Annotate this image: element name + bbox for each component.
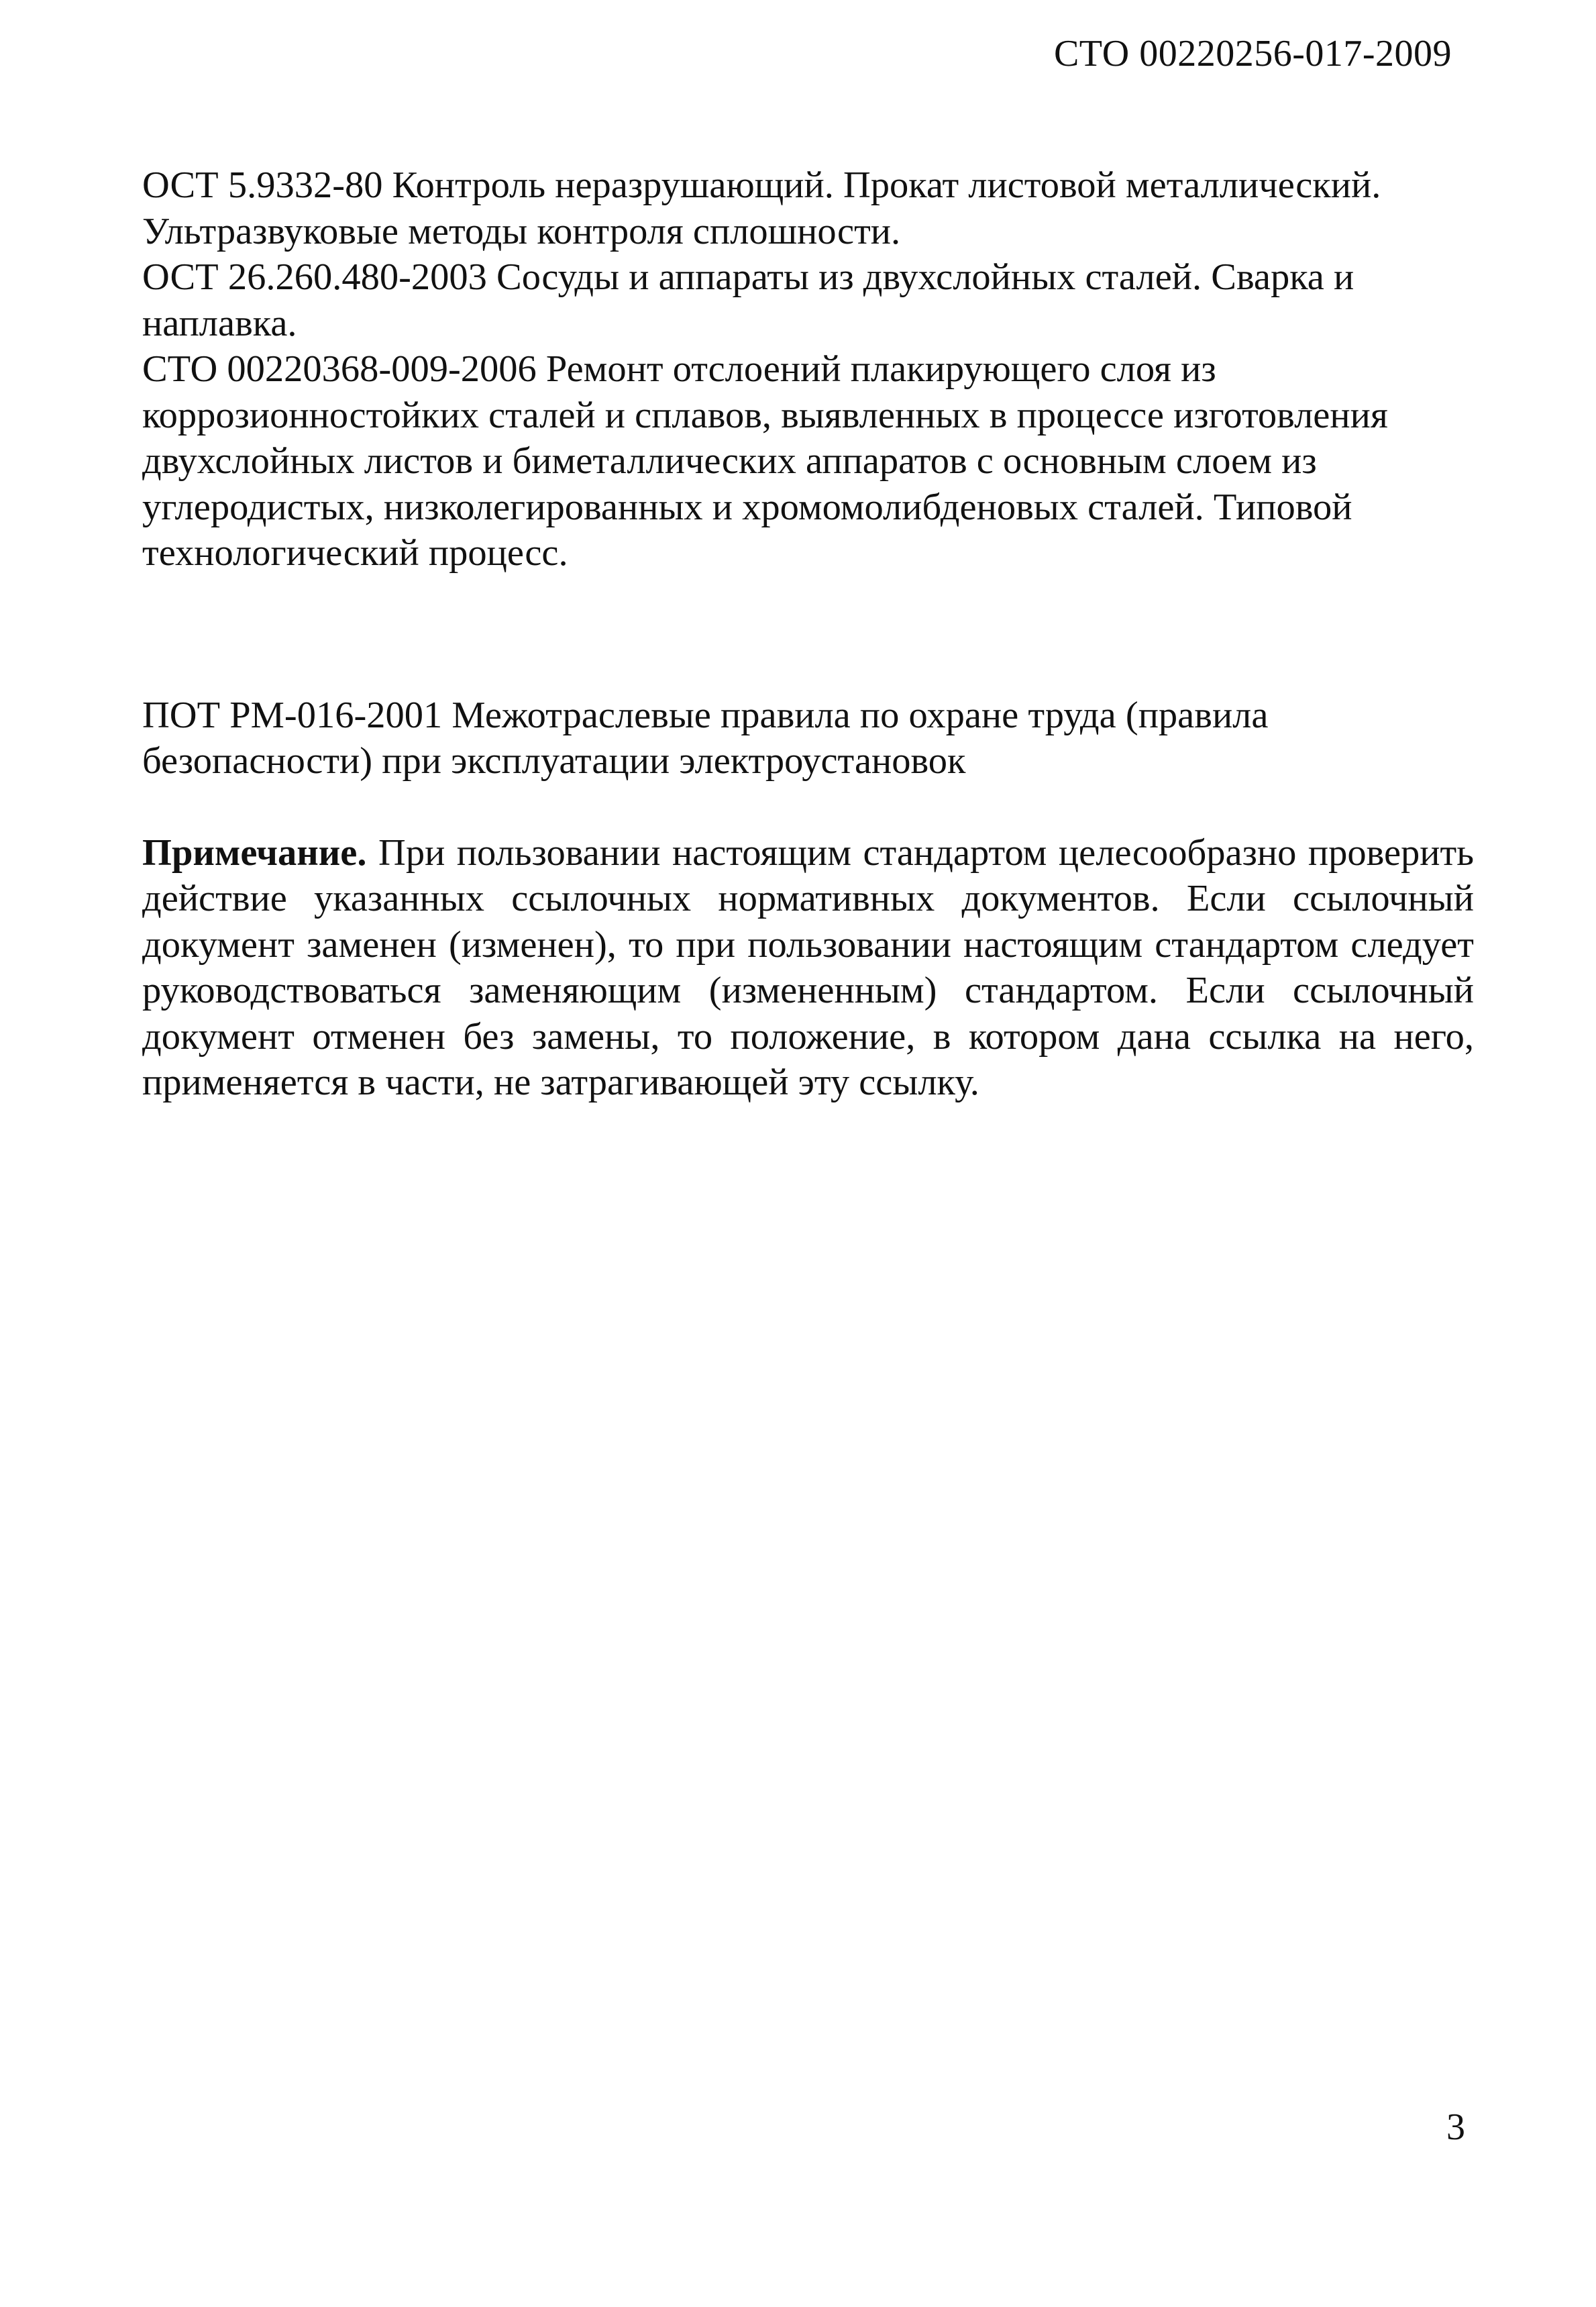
page-content [142,162,1474,1106]
note-paragraph [142,830,1474,1106]
page-number: 3 [1446,2106,1465,2148]
reference-item-ost-26-260-480: ОСТ 26.260.480-2003 Сосуды и аппараты из двухслойных сталей. Сварка и наплавка. [142,256,1354,344]
reference-item-sto-00220368: СТО 00220368-009-2006 Ремонт отслоений плакирующего слоя из коррозионностойких сталей и сплавов, выявленных в процессе изготовления двухслойных листов и биметаллических аппаратов с основным слоем из углеродистых, низколегированных и хромомолибденовых сталей. Типовой технологический процесс. [142,348,1388,574]
note-label: Примечание. [142,831,367,874]
blank-gap-small [142,784,1474,830]
document-code-header: СТО 00220256-017-2009 [1053,33,1452,74]
reference-list [142,162,1474,576]
note-text: При пользовании настоящим стандартом целесообразно проверить действие указанных ссылочных нормативных документов. Если ссылочный документ заменен (изменен), то при пользовании настоящим стандартом следует руководствоваться заменяющим (измененным) стандартом. Если ссылочный документ отменен без замены, то положение, в котором дана ссылка на него, применяется в части, не затрагивающей эту ссылку. [142,831,1474,1103]
reference-item-ost-5-9332: ОСТ 5.9332-80 Контроль неразрушающий. Прокат листовой металлический. Ультразвуковые методы контроля сплошности. [142,164,1381,252]
blank-gap [142,576,1474,693]
reference-item-pot-rm-016: ПОТ РМ-016-2001 Межотраслевые правила по охране труда (правила безопасности) при эксплуатации электроустановок [142,694,1269,782]
